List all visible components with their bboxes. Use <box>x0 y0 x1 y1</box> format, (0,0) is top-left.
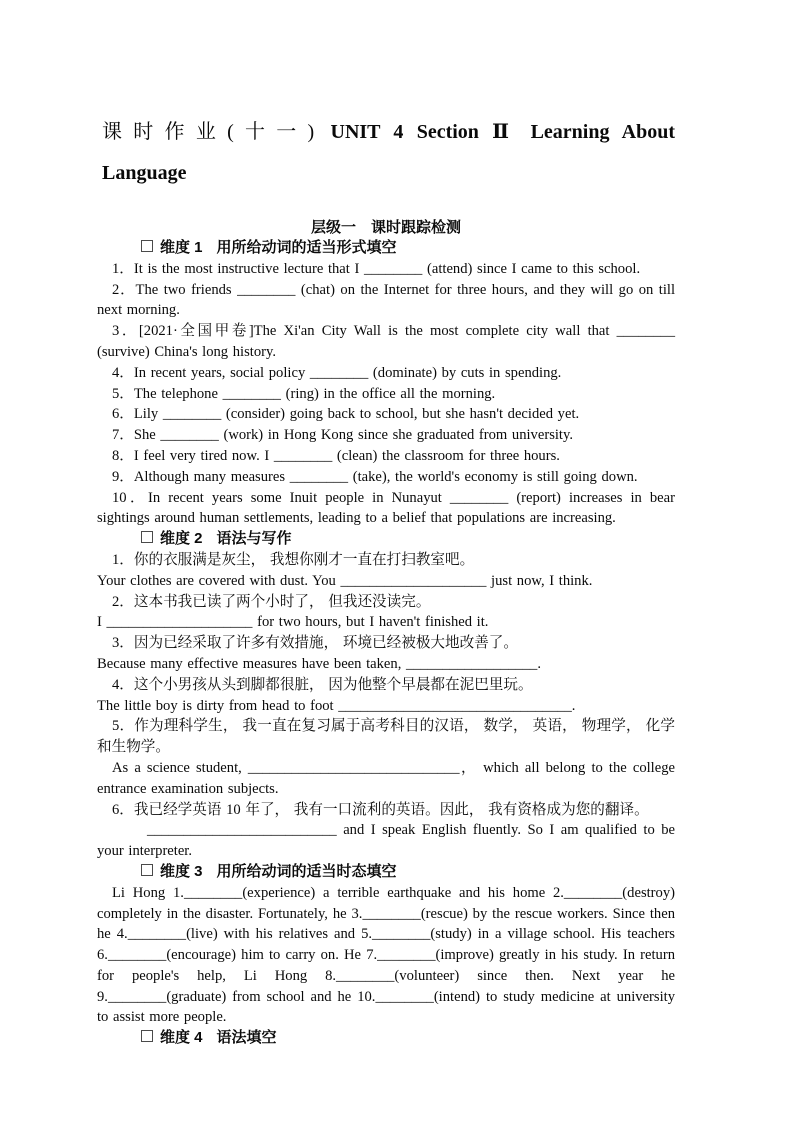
section-3-heading <box>97 862 675 883</box>
section-dimension-3 <box>97 862 675 1028</box>
exercise-item: 9．Although many measures ________ (take), the world's economy is still going down. <box>112 468 638 485</box>
exercise-item-english: Your clothes are covered with dust. You ____________________ just now, I think. <box>97 572 593 589</box>
level-heading: 层级一 课时跟踪检测 <box>310 219 461 236</box>
exercise-item-chinese: 2．这本书我已读了两个小时了， 但我还没读完。 <box>112 593 431 610</box>
title-chinese: 课时作业(十一) <box>102 121 318 143</box>
exercise-item-chinese: 6．我已经学英语 10 年了， 我有一口流利的英语。因此， 我有资格成为您的翻译。 <box>112 801 649 818</box>
section-4-heading <box>97 1028 675 1049</box>
section-dimension-2 <box>97 529 675 862</box>
exercise-item: 2．The two friends ________ (chat) on the Internet for three hours, and they will go on till next morning. <box>97 281 675 319</box>
exercise-item-english: As a science student, _____________________________， which all belong to the college entrance examination subjects. <box>97 759 675 797</box>
exercise-passage: Li Hong 1.________(experience) a terrible earthquake and his home 2.________(destroy) completely in the disaster. Fortunately, he 3.________(rescue) by the rescue workers. Since then he 4.________(live) with his relatives and 5.________(study) in a village school. His teachers 6.________(encourage) him to carry on. He 7.________(improve) greatly in his study. In return for people's help, Li Hong 8.________(volunteer) since then. Next year he 9.________(graduate) from school and he 10.________(intend) to study medicine at university to assist more people. <box>97 884 675 1026</box>
square-bullet-icon <box>141 1030 153 1042</box>
exercise-item-chinese: 4．这个小男孩从头到脚都很脏， 因为他整个早晨都在泥巴里玩。 <box>112 676 533 693</box>
section-3-title: 用所给动词的适当时态填空 <box>216 862 397 880</box>
page-title <box>102 112 675 194</box>
exercise-item: 5．The telephone ________ (ring) in the office all the morning. <box>112 385 496 402</box>
section-1-label: 维度 1 <box>160 239 203 256</box>
section-1-heading <box>97 238 675 259</box>
exercise-item-english: I ____________________ for two hours, but I haven't finished it. <box>97 614 489 631</box>
exercise-item: 3．[2021·全国甲卷]The Xi'an City Wall is the most complete city wall that ________ (survive) China's long history. <box>97 323 675 360</box>
exercise-item-chinese: 5．作为理科学生， 我一直在复习属于高考科目的汉语， 数学， 英语， 物理学， 化学和生物学。 <box>97 718 675 756</box>
exercise-item: 6．Lily ________ (consider) going back to school, but she hasn't decided yet. <box>112 406 580 423</box>
section-3-label: 维度 3 <box>160 862 203 880</box>
title-english: UNIT 4 Section Ⅱ Learning About <box>330 121 675 143</box>
exercise-item-english: The little boy is dirty from head to foot ________________________________. <box>97 697 576 714</box>
square-bullet-icon <box>141 531 153 543</box>
section-2-label: 维度 2 <box>160 530 203 548</box>
section-2-title: 语法与写作 <box>216 530 292 548</box>
exercise-item: 8．I feel very tired now. I ________ (clean) the classroom for three hours. <box>112 447 560 464</box>
exercise-item: 1．It is the most instructive lecture that I ________ (attend) since I came to this school. <box>112 260 641 277</box>
square-bullet-icon <box>141 240 153 252</box>
title-line-2: Language <box>102 162 187 184</box>
page-content <box>97 112 675 1049</box>
section-4-title: 语法填空 <box>216 1029 277 1047</box>
exercise-item: 7．She ________ (work) in Hong Kong since she graduated from university. <box>112 427 573 444</box>
exercise-item-english: __________________________ and I speak English fluently. So I am qualified to be your interpreter. <box>97 822 675 860</box>
exercise-item-english: Because many effective measures have been taken, __________________. <box>97 655 541 672</box>
exercise-item: 10．In recent years some Inuit people in Nunayut ________ (report) increases in bear sightings around human settlements, leading to a belief that populations are increasing. <box>97 489 675 527</box>
section-dimension-4 <box>97 1028 675 1049</box>
exercise-item-chinese: 3．因为已经采取了许多有效措施， 环境已经被极大地改善了。 <box>112 635 518 652</box>
exercise-item-chinese: 1．你的衣服满是灰尘， 我想你刚才一直在打扫教室吧。 <box>112 551 475 568</box>
section-dimension-1 <box>97 238 675 529</box>
exercise-item: 4．In recent years, social policy ________ (dominate) by cuts in spending. <box>112 364 562 381</box>
section-4-label: 维度 4 <box>160 1029 203 1047</box>
section-2-heading <box>97 529 675 550</box>
title-line-1 <box>102 112 675 153</box>
section-1-title: 用所给动词的适当形式填空 <box>216 239 397 256</box>
square-bullet-icon <box>141 864 153 876</box>
